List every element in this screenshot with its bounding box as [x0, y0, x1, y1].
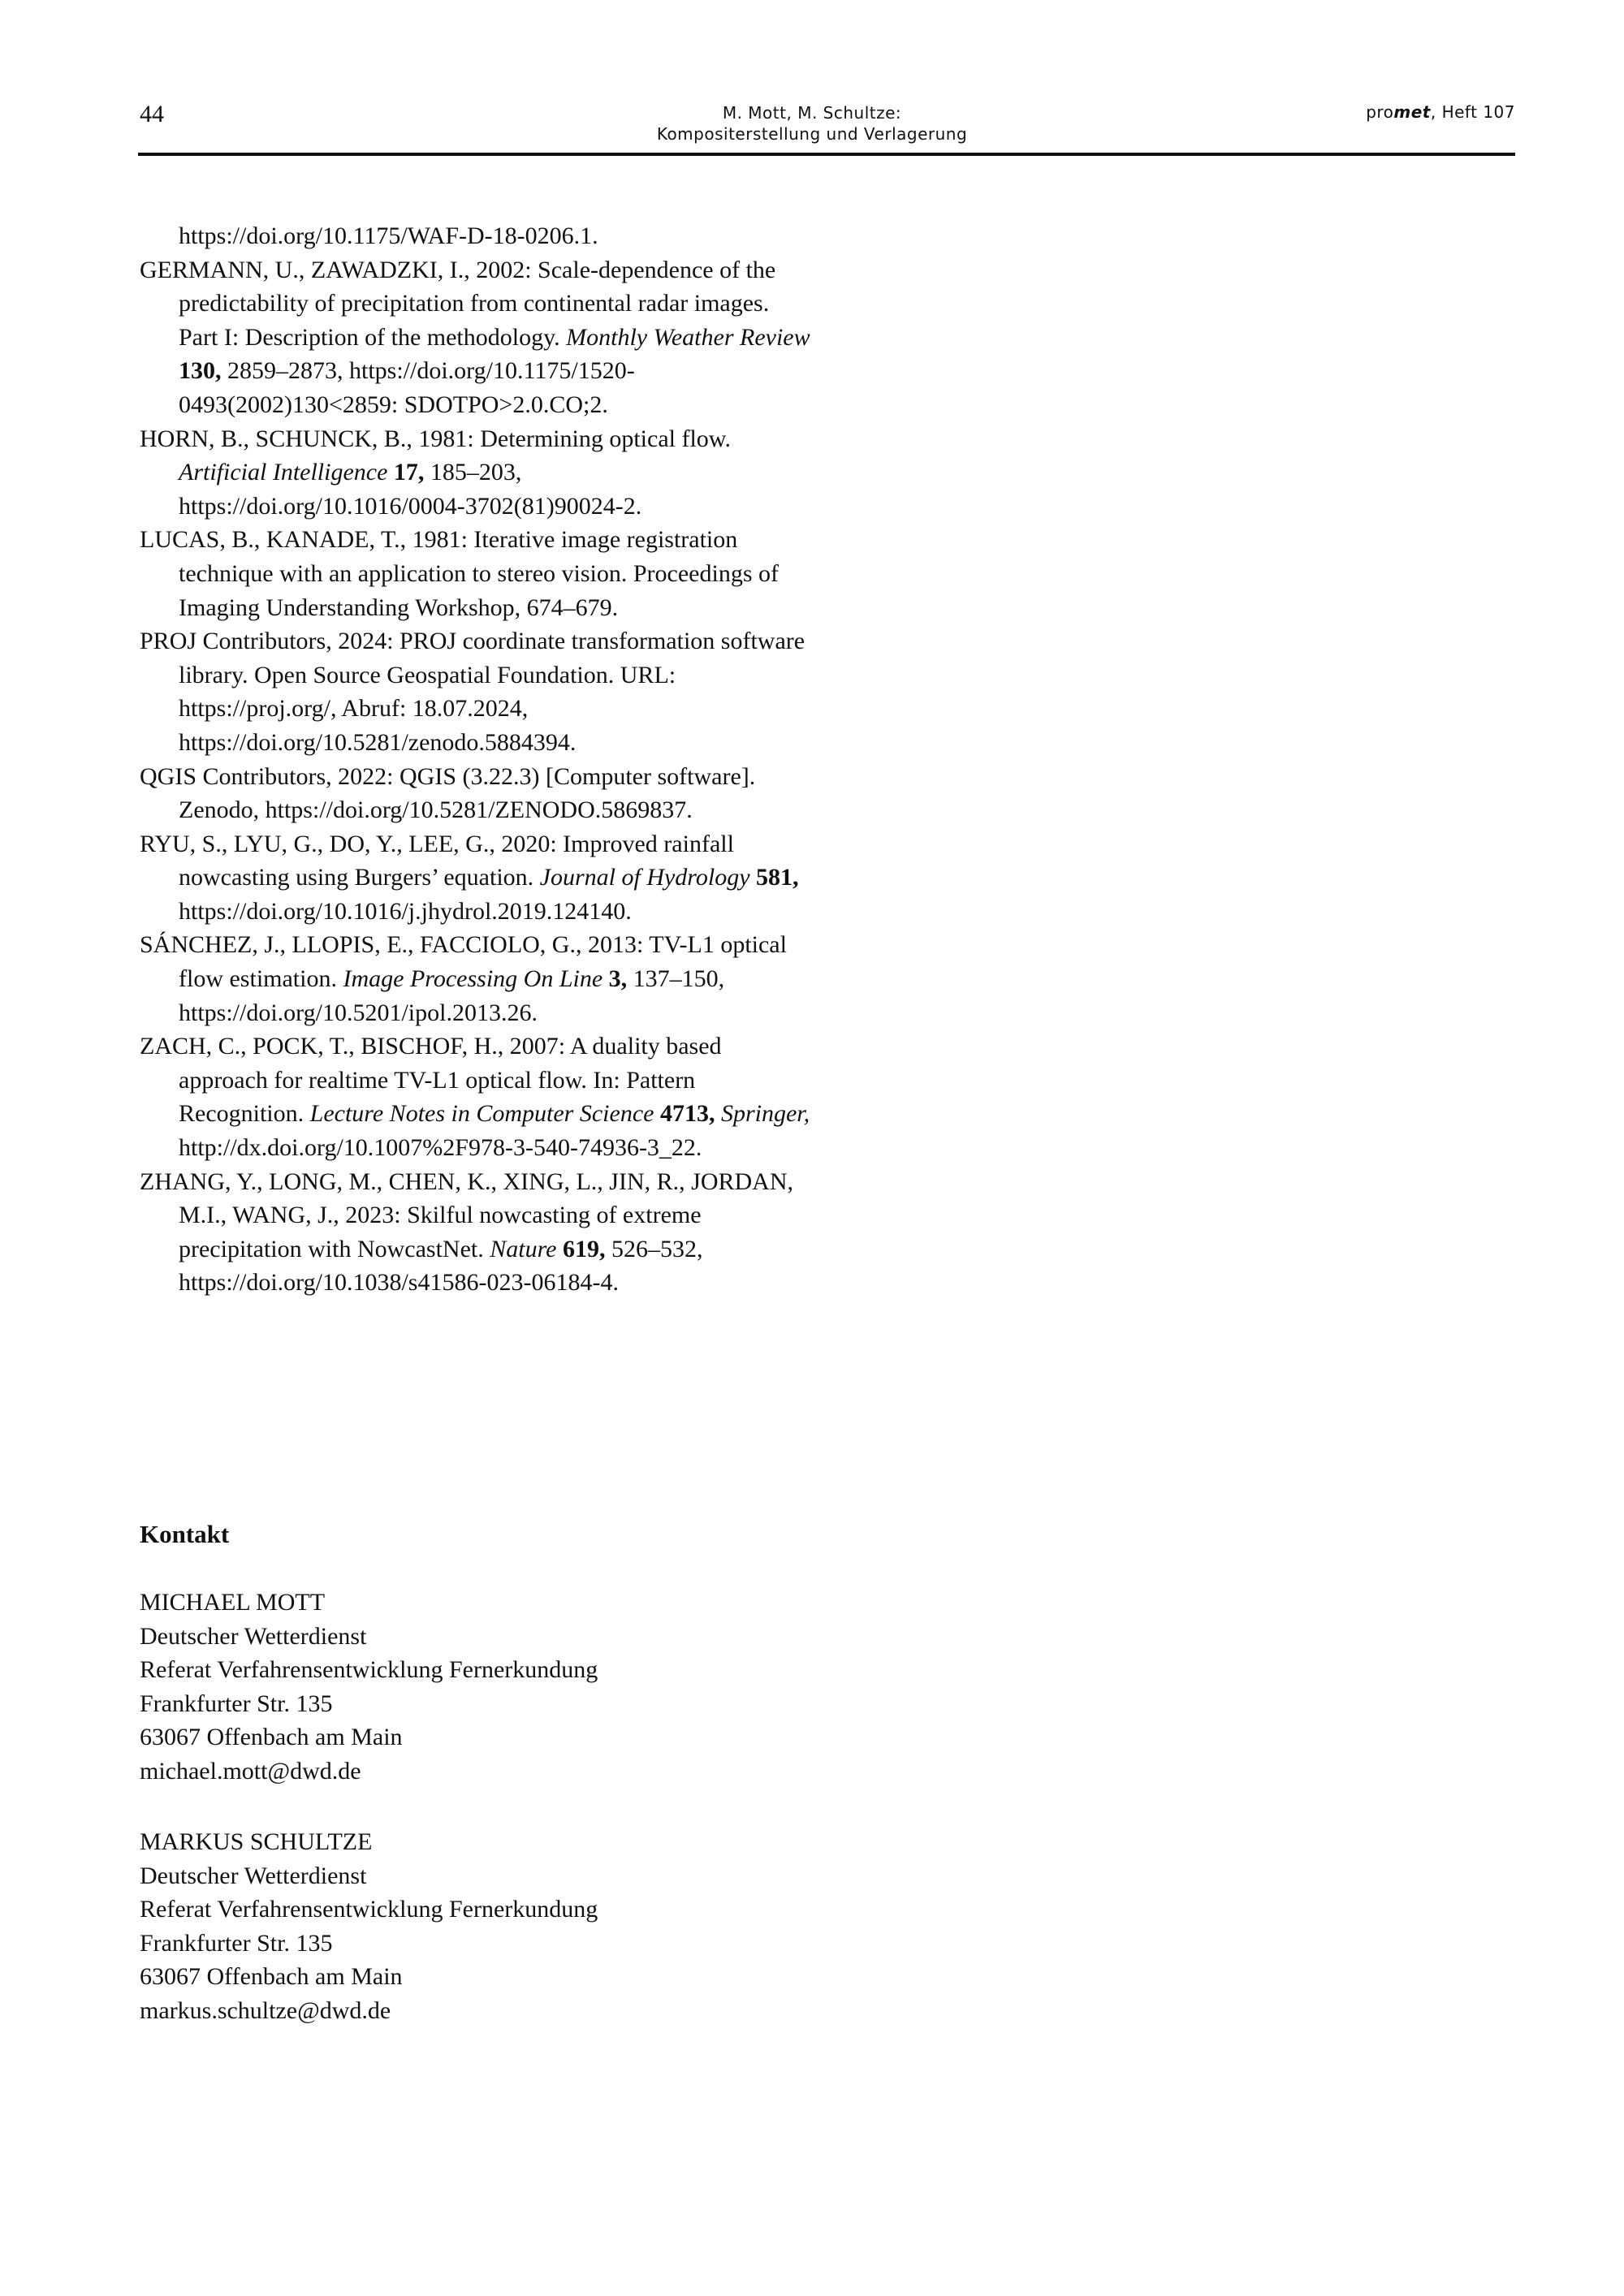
journal-prefix: pro [1366, 102, 1394, 122]
contact-org: Deutscher Wetterdienst [140, 1862, 367, 1889]
contact-org: Deutscher Wetterdienst [140, 1622, 367, 1650]
header-title: Kompositerstellung und Verlagerung [656, 124, 968, 144]
page-number: 44 [140, 101, 164, 127]
reference-horn: HORN, B., SCHUNCK, B., 1981: Determining optical flow. Artificial Intelligence 17, 185–203, https://doi.org/10.1016/0004-3702(81)90024-2. [140, 425, 732, 520]
contact-dept: Referat Verfahrensentwicklung Fernerkundung [140, 1896, 598, 1923]
reference-proj: PROJ Contributors, 2024: PROJ coordinate transformation software library. Open Source Geospatial Foundation. URL: https://proj.org/, Abruf: 18.07.2024, https://doi.org/10.5281/zenodo.5884394. [140, 628, 806, 756]
reference-qgis: QGIS Contributors, 2022: QGIS (3.22.3) [Computer software]. Zenodo, https://doi.org/10.5281/ZENODO.5869837. [140, 762, 756, 824]
reference-sanchez: SÁNCHEZ, J., LLOPIS, E., FACCIOLO, G., 2013: TV-L1 optical flow estimation. Image Processing On Line 3, 137–150, https://doi.org/10.5201/ipol.2013.26. [140, 931, 787, 1026]
contact-name: MARKUS SCHULTZE [140, 1828, 373, 1855]
contact-heading: Kontakt [140, 1520, 230, 1548]
reference-lucas: LUCAS, B., KANADE, T., 1981: Iterative image registration technique with an application to stereo vision. Proceedings of Imaging Understanding Workshop, 674–679. [140, 526, 779, 621]
issue-number: , Heft 107 [1430, 102, 1515, 122]
contact-email[interactable]: markus.schultze@dwd.de [140, 1996, 391, 2024]
header-rule [138, 153, 1515, 156]
journal-issue [1366, 102, 1515, 122]
running-header [568, 102, 1056, 145]
contact-name: MICHAEL MOTT [140, 1589, 326, 1616]
reference-ryu: RYU, S., LYU, G., DO, Y., LEE, G., 2020: Improved rainfall nowcasting using Burgers’ equation. Journal of Hydrology 581, https://doi.org/10.1016/j.jhydrol.2019.124140. [140, 830, 799, 925]
contact-block-schultze [140, 1825, 870, 2028]
contact-street: Frankfurter Str. 135 [140, 1690, 333, 1717]
reference-zach: ZACH, C., POCK, T., BISCHOF, H., 2007: A duality based approach for realtime TV-L1 optical flow. In: Pattern Recognition. Lecture Notes in Computer Science 4713, Springer, http://dx.doi.org/10.1007%2F978-3-540-74936-3_22. [140, 1033, 810, 1162]
contact-city: 63067 Offenbach am Main [140, 1963, 403, 1991]
contact-dept: Referat Verfahrensentwicklung Fernerkundung [140, 1656, 598, 1684]
contact-city: 63067 Offenbach am Main [140, 1724, 403, 1751]
header-authors: M. Mott, M. Schultze: [722, 103, 902, 123]
contact-street: Frankfurter Str. 135 [140, 1929, 333, 1957]
reference-zhang: ZHANG, Y., LONG, M., CHEN, K., XING, L., JIN, R., JORDAN, M.I., WANG, J., 2023: Skilful nowcasting of extreme precipitation with NowcastNet. Nature 619, 526–532, https://doi.org/10.1038/s41586-023-06184-4. [140, 1167, 793, 1297]
journal-bold: met [1393, 102, 1431, 122]
reference-germann: GERMANN, U., ZAWADZKI, I., 2002: Scale-dependence of the predictability of precipitation from continental radar images. Part I: Description of the methodology. Monthly Weather Review 130, 2859–2873, https://doi.org/10.1175/1520-0493(2002)130<2859: SDOTPO>2.0.CO;2. [140, 256, 810, 418]
reference-continuation: https://doi.org/10.1175/WAF-D-18-0206.1. [179, 222, 598, 249]
contact-block-mott [140, 1586, 870, 1789]
reference-list [140, 219, 814, 1300]
contact-email[interactable]: michael.mott@dwd.de [140, 1757, 361, 1785]
